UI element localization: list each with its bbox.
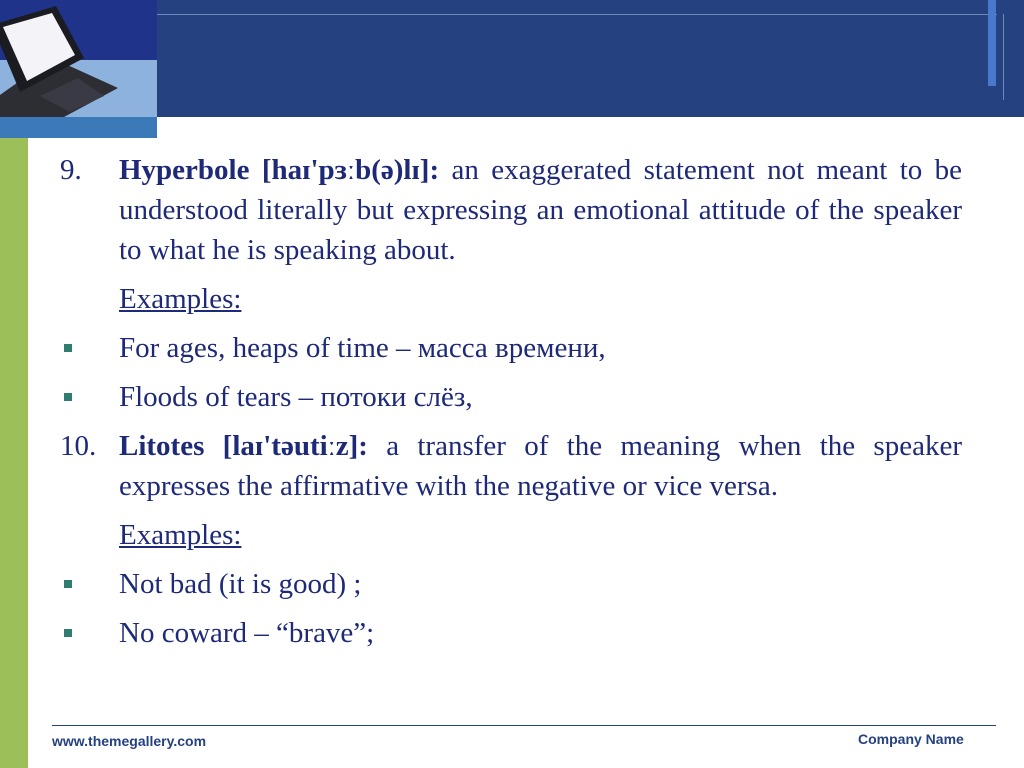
term-hyperbole: Hyperbole [haɪ'pɜːb(ə)lɪ]:: [119, 154, 440, 186]
header-bar: [157, 0, 1024, 117]
example-bullet: [60, 377, 962, 417]
example-bullet: [60, 564, 962, 604]
item-number: 9.: [60, 154, 82, 186]
corner-stripe: [0, 117, 157, 138]
example-text: No coward – “brave”;: [119, 617, 375, 649]
examples-heading: [60, 279, 962, 319]
footer-company-name: Company Name: [858, 731, 964, 747]
header-vertical-line: [1003, 14, 1004, 100]
square-bullet-icon: [64, 344, 72, 352]
definition-litotes: a transfer of the meaning when the speaker expresses the affirmative with the negative or vice versa.: [119, 430, 962, 502]
monitor-logo: [0, 0, 157, 117]
examples-label: Examples:: [119, 519, 242, 551]
list-item-litotes: [60, 426, 962, 506]
header-divider-line: [157, 14, 997, 15]
footer-divider: [52, 725, 996, 726]
definition-hyperbole: an exaggerated statement not meant to be understood literally but expressing an emotional attitude of the speaker to what he is speaking about.: [119, 154, 962, 266]
list-item-hyperbole: [60, 150, 962, 270]
square-bullet-icon: [64, 629, 72, 637]
example-text: Not bad (it is good) ;: [119, 568, 362, 600]
slide-content: [60, 150, 962, 653]
term-litotes: Litotes [laɪ'təutiːz]:: [119, 430, 368, 462]
square-bullet-icon: [64, 393, 72, 401]
example-bullet: [60, 613, 962, 653]
left-accent-bar: [0, 138, 28, 768]
monitor-icon: [0, 0, 157, 117]
examples-label: Examples:: [119, 283, 242, 315]
item-number: 10.: [60, 430, 97, 462]
examples-heading: [60, 515, 962, 555]
example-bullet: [60, 328, 962, 368]
square-bullet-icon: [64, 580, 72, 588]
example-text: Floods of tears – потоки слёз,: [119, 381, 473, 413]
footer-url: www.themegallery.com: [52, 733, 207, 749]
header-accent-bar: [988, 0, 996, 86]
example-text: For ages, heaps of time – масса времени,: [119, 332, 606, 364]
